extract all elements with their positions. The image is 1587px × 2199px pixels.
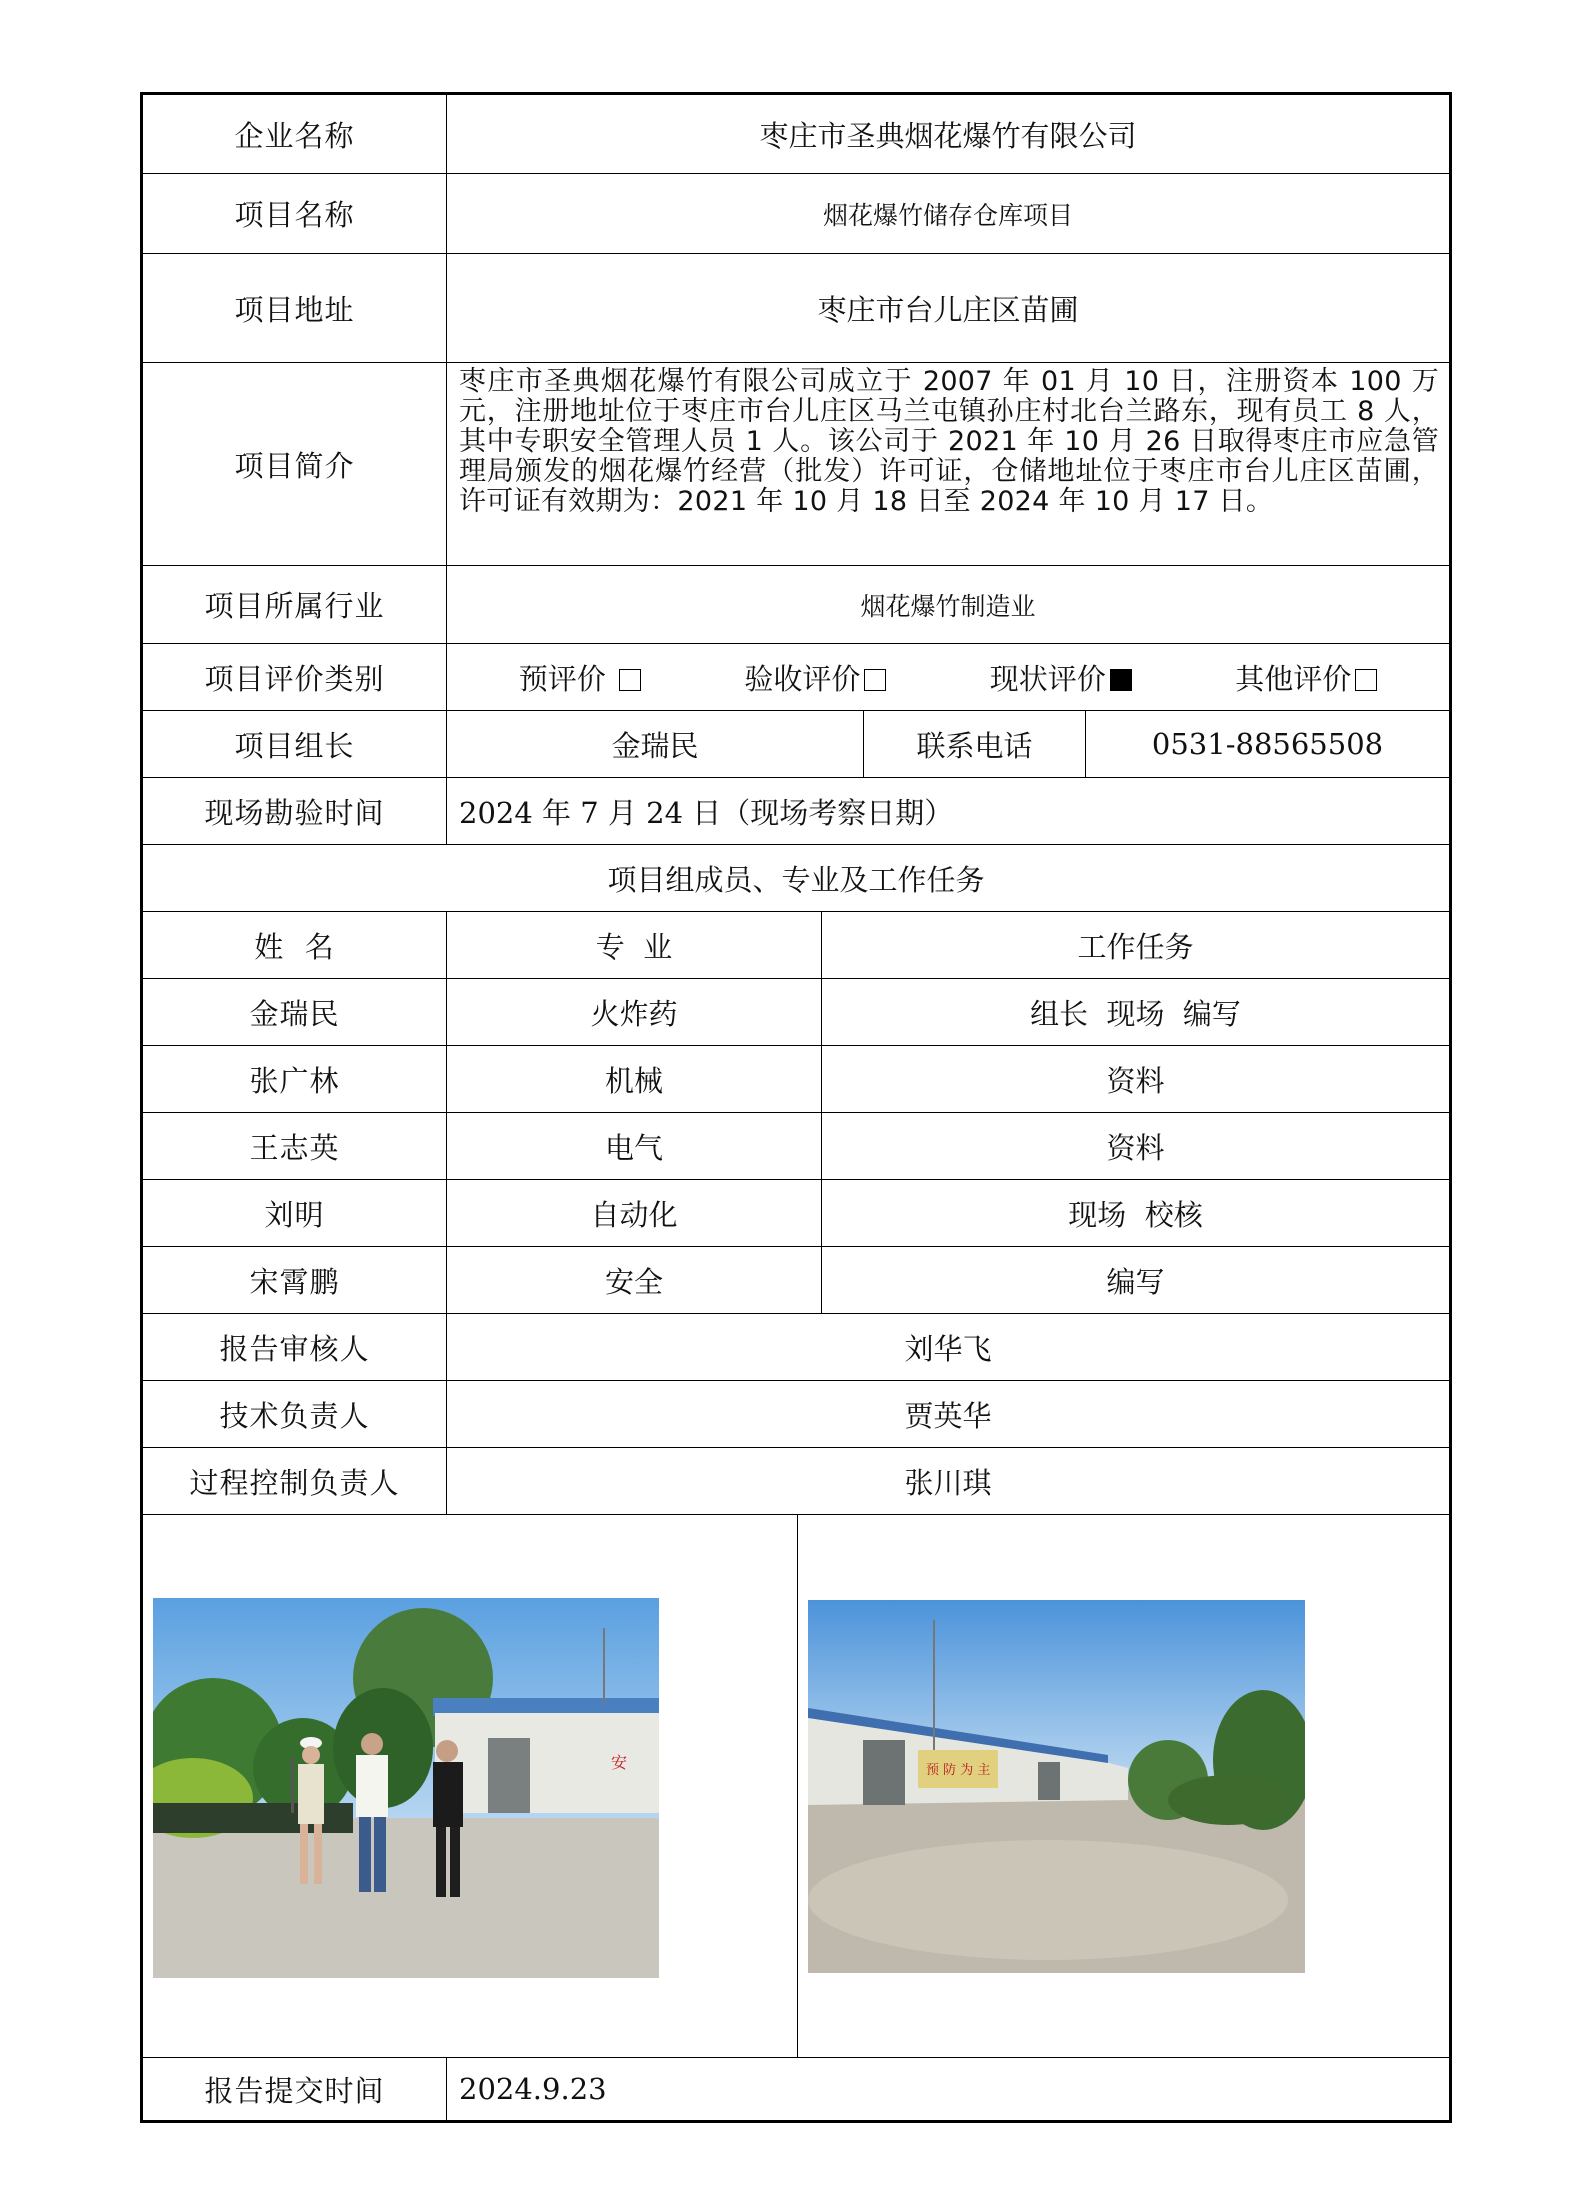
leader-label: 项目组长	[143, 711, 447, 777]
project-address-label: 项目地址	[143, 254, 447, 362]
row-project-address	[143, 254, 1449, 363]
header-specialty: 专 业	[447, 912, 822, 978]
photo2-sign-text: 预 防 为 主	[926, 1763, 991, 1778]
eval-option-pre[interactable]: 预评价	[519, 657, 641, 698]
member-specialty: 机械	[447, 1046, 822, 1112]
project-intro-text: 枣庄市圣典烟花爆竹有限公司成立于 2007 年 01 月 10 日，注册资本 100 万元，注册地址位于枣庄市台儿庄区马兰屯镇孙庄村北台兰路东，现有员工 8 人，其中专职安全管理人员 1 人。该公司于 2021 年 10 月 26 日取得枣庄市应急管理局颁发的烟花爆竹经营（批发）许可证，仓储地址位于枣庄市台儿庄区苗圃，许可证有效期为：2021 年 10 月 18 日至 2024 年 10 月 17 日。	[459, 366, 1439, 517]
site-photo-warehouse	[808, 1600, 1305, 1973]
row-project-name	[143, 174, 1449, 254]
eval-option-current[interactable]: 现状评价	[990, 657, 1132, 698]
row-project-intro	[143, 363, 1449, 566]
table-row	[143, 1247, 1449, 1314]
photo-cell-right	[798, 1515, 1449, 2057]
member-name: 王志英	[143, 1113, 447, 1179]
header-task: 工作任务	[1077, 929, 1194, 964]
reviewer-label: 报告审核人	[143, 1314, 447, 1380]
submit-time-label: 报告提交时间	[143, 2058, 447, 2120]
process-lead-label: 过程控制负责人	[143, 1448, 447, 1514]
project-address-value: 枣庄市台儿庄区苗圃	[817, 292, 1079, 327]
project-name-label: 项目名称	[143, 174, 447, 253]
row-tech-lead	[143, 1381, 1449, 1448]
project-name-value: 烟花爆竹储存仓库项目	[822, 200, 1073, 230]
company-value: 枣庄市圣典烟花爆竹有限公司	[759, 118, 1137, 153]
table-row	[143, 1046, 1449, 1113]
survey-time-label: 现场勘验时间	[143, 778, 447, 844]
member-specialty: 自动化	[447, 1180, 822, 1246]
site-photo-team	[153, 1598, 659, 1978]
row-survey-time	[143, 778, 1449, 845]
project-info-table	[140, 92, 1452, 2123]
eval-type-label: 项目评价类别	[143, 644, 447, 710]
process-lead-value: 张川琪	[904, 1465, 992, 1500]
members-title: 项目组成员、专业及工作任务	[607, 862, 985, 897]
row-process-lead	[143, 1448, 1449, 1515]
member-name: 刘明	[143, 1180, 447, 1246]
eval-option-acceptance[interactable]: 验收评价	[744, 657, 886, 698]
member-task: 资料	[1106, 1063, 1165, 1098]
company-label: 企业名称	[143, 95, 447, 173]
row-company	[143, 95, 1449, 174]
table-row	[143, 1180, 1449, 1247]
header-name: 姓 名	[143, 912, 447, 978]
survey-time-value: 2024 年 7 月 24 日（现场考察日期）	[459, 795, 954, 830]
checkbox-other[interactable]	[1355, 669, 1377, 691]
checkbox-acceptance[interactable]	[864, 669, 886, 691]
member-task: 组长 现场 编写	[1030, 996, 1241, 1031]
tech-lead-label: 技术负责人	[143, 1381, 447, 1447]
photo-cell-left	[143, 1515, 798, 2057]
checkbox-pre[interactable]	[619, 669, 641, 691]
project-intro-label: 项目简介	[143, 363, 447, 565]
submit-time-value: 2024.9.23	[459, 2072, 607, 2106]
row-members-title	[143, 845, 1449, 912]
member-task: 现场 校核	[1068, 1197, 1203, 1232]
member-specialty: 火炸药	[447, 979, 822, 1045]
table-row	[143, 979, 1449, 1046]
row-submit-time	[143, 2058, 1449, 2120]
checkbox-current-checked[interactable]	[1110, 669, 1132, 691]
row-leader	[143, 711, 1449, 778]
leader-value: 金瑞民	[447, 711, 864, 777]
industry-label: 项目所属行业	[143, 566, 447, 643]
members-header-row	[143, 912, 1449, 979]
row-eval-type	[143, 644, 1449, 711]
member-name: 金瑞民	[143, 979, 447, 1045]
tech-lead-value: 贾英华	[904, 1398, 992, 1433]
row-photos	[143, 1515, 1449, 2058]
member-name: 张广林	[143, 1046, 447, 1112]
row-industry	[143, 566, 1449, 644]
row-reviewer	[143, 1314, 1449, 1381]
phone-value: 0531-88565508	[1151, 727, 1384, 761]
table-row	[143, 1113, 1449, 1180]
member-name: 宋霄鹏	[143, 1247, 447, 1313]
eval-option-other[interactable]: 其他评价	[1235, 657, 1377, 698]
phone-label: 联系电话	[864, 711, 1086, 777]
member-specialty: 电气	[447, 1113, 822, 1179]
member-task: 编写	[1106, 1264, 1165, 1299]
industry-value: 烟花爆竹制造业	[860, 591, 1036, 621]
eval-type-options	[447, 644, 1449, 710]
reviewer-value: 刘华飞	[904, 1331, 992, 1366]
member-specialty: 安全	[447, 1247, 822, 1313]
photo1-sign-text: 安	[611, 1753, 628, 1772]
member-task: 资料	[1106, 1130, 1165, 1165]
